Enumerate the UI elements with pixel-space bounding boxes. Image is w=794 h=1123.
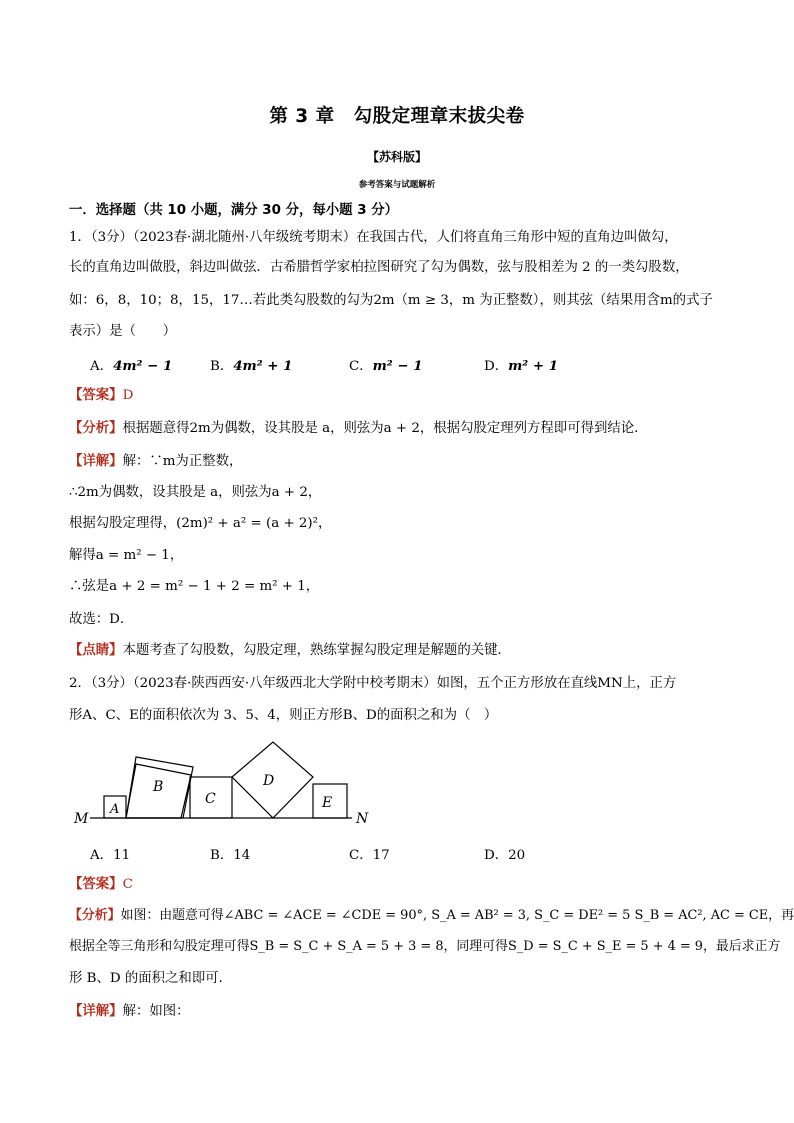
q2-detail-line-1: 【详解】解：如图： bbox=[69, 1004, 190, 1019]
label-e: E bbox=[322, 795, 333, 811]
q1-stem-line-3: 如：6，8，10；8，15，17…若此类勾股数的勾为2m（m ≥ 3，m 为正整数），则其弦（结果用含m的式子 bbox=[69, 293, 713, 308]
q2-option-a: A．11 bbox=[90, 848, 131, 863]
q1-stem-line-4: 表示）是（ ） bbox=[69, 324, 177, 339]
label-a: A bbox=[110, 802, 120, 817]
page-title: 第 3 章 勾股定理章末拔尖卷 bbox=[269, 106, 525, 127]
edition-label: 【苏科版】 bbox=[366, 150, 427, 164]
q1-answer: 【答案】D bbox=[69, 388, 134, 403]
page-subtitle: 参考答案与试题解析 bbox=[358, 180, 436, 190]
q2-stem-line-2: 形A、C、E的面积依次为 3、5、4，则正方形B、D的面积之和为（ ） bbox=[69, 708, 498, 723]
q2-analysis-line-2: 根据全等三角形和勾股定理可得S_B = S_C + S_A = 5 + 3 = 8，同理可得S_D = S_C + S_E = 5 + 4 = 9，最后求正方 bbox=[69, 939, 781, 954]
squares-overlay bbox=[70, 735, 380, 835]
q1-detail-line-1: 【详解】解：∵m为正整数， bbox=[69, 454, 243, 469]
q1-option-c: C．m² − 1 bbox=[349, 358, 423, 374]
label-m: M bbox=[74, 811, 89, 827]
q1-stem-line-1: 1．（3分）（2023春·湖北随州·八年级统考期末）在我国古代，人们将直角三角形中短的直角边叫做勾， bbox=[69, 230, 678, 245]
section-heading: 一．选择题（共 10 小题，满分 30 分，每小题 3 分） bbox=[69, 203, 398, 218]
label-b: B bbox=[153, 779, 164, 795]
q2-answer: 【答案】C bbox=[69, 877, 133, 892]
label-c: C bbox=[205, 791, 216, 807]
q2-option-c: C．17 bbox=[349, 848, 390, 863]
q1-comment: 【点睛】本题考查了勾股数，勾股定理，熟练掌握勾股定理是解题的关键． bbox=[69, 643, 511, 658]
q2-option-b: B．14 bbox=[210, 848, 251, 863]
q1-detail-line-5: ∴弦是a + 2 = m² − 1 + 2 = m² + 1， bbox=[69, 579, 320, 594]
q1-detail-line-3: 根据勾股定理得，(2m)² + a² = (a + 2)²， bbox=[69, 516, 332, 531]
q1-option-a: A．4m² − 1 bbox=[90, 358, 173, 374]
q1-detail-line-2: ∴2m为偶数，设其股是 a，则弦为a + 2， bbox=[69, 485, 322, 500]
q1-stem-line-2: 长的直角边叫做股，斜边叫做弦．古希腊哲学家柏拉图研究了勾为偶数，弦与股相差为 2 的一类勾股数， bbox=[69, 260, 689, 275]
q2-analysis-line-3: 形 B、D 的面积之和即可． bbox=[69, 971, 232, 986]
q1-option-b: B．4m² + 1 bbox=[210, 358, 293, 374]
q1-detail-line-6: 故选：D． bbox=[69, 612, 134, 627]
q2-stem-line-1: 2．（3分）（2023春·陕西西安·八年级西北大学附中校考期末）如图，五个正方形放在直线MN上，正方 bbox=[69, 676, 677, 691]
q2-analysis-line-1: 【分析】如图：由题意可得∠ABC = ∠ACE = ∠CDE = 90°, S_A = AB² = 3, S_C = DE² = 5 S_B = AC², AC = CE，再 bbox=[69, 908, 794, 923]
label-d: D bbox=[263, 773, 275, 789]
q1-analysis: 【分析】根据题意得2m为偶数，设其股是 a，则弦为a + 2，根据勾股定理列方程即可得到结论． bbox=[69, 421, 648, 436]
q1-option-d: D．m² + 1 bbox=[484, 358, 559, 374]
label-n: N bbox=[356, 811, 369, 827]
q2-option-d: D．20 bbox=[484, 848, 526, 863]
q1-detail-line-4: 解得a = m² − 1， bbox=[69, 548, 184, 563]
